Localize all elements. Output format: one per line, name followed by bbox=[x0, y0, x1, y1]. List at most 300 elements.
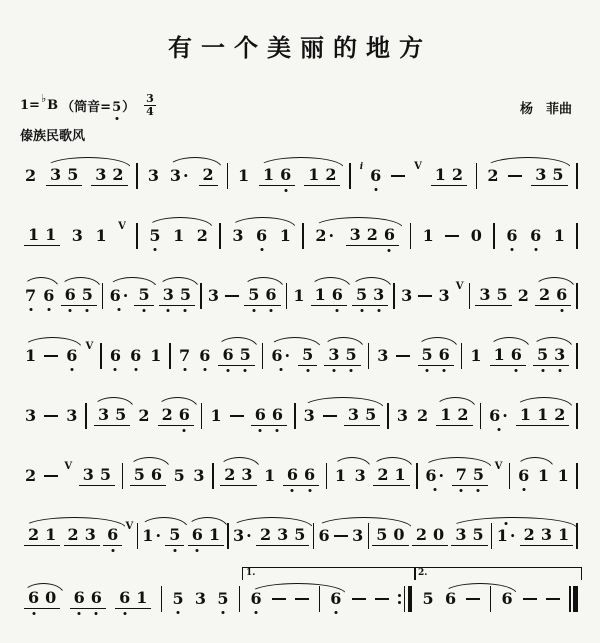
note bbox=[263, 468, 276, 484]
note-digit: 2 bbox=[523, 524, 535, 544]
note bbox=[347, 404, 360, 424]
note bbox=[538, 284, 551, 304]
note-digit: 1 bbox=[208, 524, 220, 544]
duration-dash bbox=[375, 598, 389, 601]
breath-mark-icon: V bbox=[494, 460, 503, 472]
note-digit: 3 bbox=[455, 524, 467, 544]
note-digit: 5 bbox=[294, 524, 306, 544]
octave-dot-below bbox=[388, 249, 391, 252]
note bbox=[194, 591, 207, 607]
barline bbox=[136, 223, 138, 249]
note-digit: 1 bbox=[45, 224, 57, 244]
note-digit: 5 bbox=[67, 164, 79, 184]
barline bbox=[576, 523, 578, 549]
octave-dot-below bbox=[284, 189, 287, 192]
note-digit: 2 bbox=[487, 166, 499, 186]
score-line bbox=[20, 266, 582, 326]
score bbox=[20, 146, 582, 632]
thick-barline bbox=[573, 586, 578, 612]
tube-note-label: （筒音=5 ） bbox=[61, 96, 135, 115]
barline bbox=[100, 343, 102, 369]
note bbox=[400, 288, 413, 304]
note-digit: 2 bbox=[202, 164, 214, 184]
octave-dot-below bbox=[255, 611, 258, 614]
barline bbox=[102, 283, 104, 309]
beam-group bbox=[220, 464, 256, 486]
note bbox=[161, 404, 174, 424]
note-digit: 1 bbox=[263, 164, 275, 184]
barline bbox=[219, 223, 221, 249]
note bbox=[114, 404, 127, 424]
note bbox=[109, 288, 130, 304]
octave-dot-below bbox=[29, 308, 32, 311]
octave-dot-below bbox=[334, 611, 337, 614]
beam-group bbox=[188, 524, 224, 546]
note-digit: 1 bbox=[25, 346, 37, 366]
note bbox=[111, 164, 124, 184]
barline bbox=[349, 163, 351, 189]
octave-dot-below bbox=[497, 428, 500, 431]
note bbox=[216, 591, 229, 607]
note bbox=[208, 524, 221, 544]
beam-group bbox=[436, 404, 472, 426]
beam-group bbox=[533, 344, 569, 366]
note bbox=[279, 164, 292, 184]
note-digit: 0 bbox=[470, 226, 482, 246]
note bbox=[354, 468, 367, 484]
note bbox=[349, 224, 362, 244]
beam-group bbox=[324, 344, 360, 366]
note bbox=[81, 284, 94, 304]
note-digit: 3 bbox=[207, 286, 219, 306]
note bbox=[147, 168, 160, 184]
note-digit: 2 bbox=[25, 466, 37, 486]
note-digit: 0 bbox=[432, 524, 445, 544]
score-line bbox=[20, 146, 582, 206]
beam-group bbox=[244, 284, 280, 306]
note-digit: 2 bbox=[457, 404, 469, 424]
note bbox=[44, 587, 57, 607]
octave-dot-below bbox=[443, 369, 446, 372]
breath-mark-icon: V bbox=[414, 160, 422, 172]
note-digit: 6 bbox=[271, 346, 283, 366]
note bbox=[90, 587, 103, 607]
note bbox=[392, 524, 405, 544]
note-digit: 5 bbox=[472, 464, 484, 484]
thick-barline bbox=[408, 586, 413, 612]
note bbox=[529, 228, 542, 244]
note bbox=[65, 348, 78, 364]
note bbox=[488, 408, 509, 424]
note-digit: 1 bbox=[45, 524, 57, 544]
octave-dot-below bbox=[167, 309, 170, 312]
barline bbox=[480, 403, 482, 429]
note-digit: 1 bbox=[537, 466, 549, 486]
note bbox=[148, 228, 161, 244]
note-digit: 6 bbox=[250, 589, 262, 609]
style-label: 傣族民歌风 bbox=[20, 129, 86, 145]
beam-group bbox=[91, 164, 127, 186]
note bbox=[329, 591, 342, 607]
note bbox=[317, 528, 330, 544]
duration-dash bbox=[225, 295, 239, 298]
note bbox=[424, 468, 445, 484]
barline bbox=[576, 163, 578, 189]
note bbox=[364, 404, 377, 424]
note-digit: 6 bbox=[109, 346, 121, 366]
note bbox=[207, 288, 220, 304]
note-digit: 3 bbox=[373, 284, 385, 304]
note-digit: 5 bbox=[421, 344, 433, 364]
note bbox=[303, 464, 316, 484]
note-digit: 3 bbox=[162, 284, 174, 304]
note bbox=[422, 228, 435, 244]
meter-numerator: 3 bbox=[146, 92, 154, 105]
note-digit: 2 bbox=[67, 524, 79, 544]
octave-dot-below bbox=[69, 309, 72, 312]
octave-dot-below bbox=[560, 309, 563, 312]
beam-group bbox=[134, 284, 153, 306]
beam-group bbox=[344, 404, 380, 426]
final-barline bbox=[569, 586, 578, 612]
augmentation-dot: · bbox=[438, 466, 445, 486]
note bbox=[118, 587, 131, 607]
note-digit: 6 bbox=[178, 404, 190, 424]
score-line bbox=[20, 446, 582, 506]
duration-dash bbox=[334, 535, 348, 538]
beam-group bbox=[516, 404, 569, 426]
note bbox=[415, 524, 428, 544]
note bbox=[540, 524, 553, 544]
key-prefix: 1= bbox=[20, 97, 40, 113]
note-digit: 3 bbox=[328, 344, 340, 364]
octave-dot-below bbox=[308, 489, 311, 492]
octave-dot-below bbox=[541, 369, 544, 372]
note-digit: 1 bbox=[519, 404, 532, 424]
note-digit: 3 bbox=[377, 346, 389, 366]
breath-mark-icon: V bbox=[118, 220, 126, 232]
duration-dash bbox=[295, 598, 309, 601]
note bbox=[27, 587, 40, 607]
note bbox=[237, 168, 250, 184]
note-digit: 7 bbox=[25, 286, 37, 306]
note bbox=[517, 288, 530, 304]
note bbox=[454, 524, 467, 544]
note bbox=[94, 228, 107, 244]
note bbox=[169, 168, 190, 184]
note-digit: 7 bbox=[179, 346, 191, 366]
note bbox=[141, 528, 162, 544]
note bbox=[178, 404, 191, 424]
octave-dot-below bbox=[433, 488, 436, 491]
note bbox=[351, 528, 364, 544]
octave-dot-below bbox=[134, 368, 137, 371]
note-digit: 3 bbox=[396, 406, 408, 426]
note bbox=[455, 464, 468, 484]
volta-bracket bbox=[242, 567, 416, 580]
header-row bbox=[20, 93, 572, 117]
note-digit: 3 bbox=[84, 524, 96, 544]
barline bbox=[169, 343, 171, 369]
note-digit: 1 bbox=[557, 466, 569, 486]
octave-dot-below bbox=[510, 248, 513, 251]
note-digit: 6 bbox=[530, 226, 542, 246]
note-digit: 1 bbox=[422, 226, 434, 246]
note bbox=[44, 224, 57, 244]
note-digit: 6 bbox=[383, 224, 396, 244]
note bbox=[209, 408, 222, 424]
beam-group bbox=[373, 464, 409, 486]
note-digit: 5 bbox=[173, 466, 185, 486]
note-digit: 6 bbox=[109, 286, 121, 306]
thin-barline bbox=[404, 586, 406, 612]
barline bbox=[416, 463, 418, 489]
note-digit: 1 bbox=[142, 526, 154, 546]
note-digit: 3 bbox=[50, 164, 62, 184]
augmentation-dot: · bbox=[155, 526, 162, 546]
note-digit: 2 bbox=[366, 224, 378, 244]
note bbox=[523, 524, 536, 544]
octave-dot-below bbox=[70, 368, 73, 371]
note-digit: 6 bbox=[330, 589, 342, 609]
octave-dot-below bbox=[143, 309, 146, 312]
note-digit: 6 bbox=[150, 464, 163, 484]
note bbox=[557, 524, 570, 544]
note bbox=[133, 464, 146, 484]
note-digit: 6 bbox=[191, 524, 203, 544]
note-digit: 6 bbox=[286, 464, 299, 484]
note bbox=[221, 344, 234, 364]
note-digit: 3 bbox=[169, 166, 182, 186]
note-digit: 1 bbox=[334, 466, 347, 486]
note bbox=[67, 524, 80, 544]
note-digit: 3 bbox=[347, 404, 360, 424]
octave-dot-below bbox=[515, 369, 518, 372]
note-digit: 1 bbox=[308, 164, 320, 184]
breath-mark-icon: V bbox=[85, 340, 94, 352]
barline bbox=[387, 403, 389, 429]
note-digit: 2 bbox=[25, 166, 37, 186]
note-digit: 3 bbox=[554, 344, 566, 364]
thin-barline bbox=[569, 586, 571, 612]
note bbox=[366, 224, 379, 244]
note bbox=[493, 344, 506, 364]
note bbox=[355, 284, 368, 304]
note-digit: 1 bbox=[557, 524, 570, 544]
duration-dash bbox=[352, 598, 366, 601]
note bbox=[173, 468, 186, 484]
barline bbox=[326, 463, 328, 489]
note bbox=[106, 524, 119, 544]
note-digit: 2 bbox=[112, 164, 124, 184]
octave-dot-below bbox=[153, 248, 156, 251]
duration-dash bbox=[508, 175, 522, 178]
note-digit: 6 bbox=[107, 524, 119, 544]
note bbox=[557, 468, 570, 484]
octave-dot-below bbox=[244, 369, 247, 372]
note bbox=[517, 468, 530, 484]
beam-group bbox=[64, 524, 100, 546]
note-digit: 1 bbox=[434, 164, 446, 184]
octave-dot-below bbox=[374, 188, 377, 191]
note bbox=[500, 591, 513, 607]
note-digit: 3 bbox=[277, 524, 289, 544]
note bbox=[149, 348, 162, 364]
note bbox=[553, 228, 566, 244]
octave-dot-below bbox=[522, 488, 525, 491]
augmentation-dot: · bbox=[246, 526, 252, 546]
note-digit: 3 bbox=[303, 406, 315, 426]
note bbox=[334, 468, 347, 484]
page-title: 有一个美丽的地方 bbox=[168, 33, 432, 62]
octave-dot-below bbox=[32, 612, 35, 615]
note bbox=[314, 284, 327, 304]
barline bbox=[239, 586, 241, 612]
octave-dot-below bbox=[534, 248, 537, 251]
score-line bbox=[20, 386, 582, 446]
barline bbox=[576, 463, 578, 489]
note bbox=[472, 524, 485, 544]
beam-group bbox=[218, 344, 254, 366]
note bbox=[129, 348, 142, 364]
note bbox=[97, 404, 110, 424]
beam-group bbox=[103, 524, 122, 546]
note-digit: 2 bbox=[224, 464, 236, 484]
note bbox=[279, 228, 292, 244]
note bbox=[307, 164, 320, 184]
note-digit: 3 bbox=[194, 589, 207, 609]
note bbox=[42, 288, 55, 304]
barline bbox=[469, 283, 471, 309]
octave-dot-below bbox=[203, 368, 206, 371]
note bbox=[240, 464, 253, 484]
note bbox=[73, 587, 86, 607]
note bbox=[135, 587, 148, 607]
note-digit: 2 bbox=[325, 164, 337, 184]
octave-dot-below bbox=[558, 369, 561, 372]
beam-group bbox=[256, 524, 309, 546]
note bbox=[551, 164, 564, 184]
octave-dot-below bbox=[117, 308, 120, 311]
octave-dot-below bbox=[291, 489, 294, 492]
note-digit: 2 bbox=[554, 404, 566, 424]
note bbox=[439, 404, 452, 424]
note bbox=[314, 228, 335, 244]
duration-dash bbox=[230, 415, 244, 418]
note bbox=[394, 464, 407, 484]
note-digit: 5 bbox=[422, 589, 434, 609]
note-digit: 5 bbox=[115, 404, 127, 424]
note-digit: 6 bbox=[510, 344, 522, 364]
barline bbox=[393, 283, 395, 309]
end-repeat-barline bbox=[398, 586, 412, 612]
note-digit: 6 bbox=[556, 284, 568, 304]
note-digit: 1 bbox=[537, 404, 549, 424]
note-digit: 3 bbox=[232, 226, 244, 246]
beam-group bbox=[199, 164, 218, 186]
note-digit: 2 bbox=[196, 226, 208, 246]
note bbox=[232, 528, 253, 544]
note bbox=[537, 468, 550, 484]
score-line bbox=[20, 206, 582, 266]
note-digit: 6 bbox=[43, 286, 55, 306]
breath-mark-icon: V bbox=[125, 520, 134, 532]
barline bbox=[201, 403, 203, 429]
note-digit: 6 bbox=[73, 587, 85, 607]
duration-dash bbox=[272, 598, 286, 601]
note-digit: 6 bbox=[425, 466, 437, 486]
octave-dot-below bbox=[184, 309, 187, 312]
note-digit: 1 bbox=[210, 406, 222, 426]
barline bbox=[576, 283, 578, 309]
note-digit: 6 bbox=[64, 284, 76, 304]
note-digit: 2 bbox=[28, 524, 40, 544]
note-digit: 5 bbox=[138, 284, 150, 304]
note bbox=[486, 168, 499, 184]
note bbox=[231, 228, 244, 244]
note-digit: 3 bbox=[354, 466, 366, 486]
barline bbox=[122, 463, 124, 489]
note-digit: 2 bbox=[161, 404, 173, 424]
octave-dot-below bbox=[336, 309, 339, 312]
note-digit: 6 bbox=[90, 587, 102, 607]
augmentation-dot: · bbox=[328, 226, 335, 246]
note-digit: 1 bbox=[314, 284, 326, 304]
beam-group bbox=[535, 284, 571, 306]
note bbox=[49, 164, 62, 184]
note bbox=[172, 228, 185, 244]
note bbox=[553, 344, 566, 364]
duration-dash bbox=[44, 475, 58, 478]
breath-mark-icon: V bbox=[455, 280, 464, 292]
augmentation-dot: · bbox=[284, 346, 291, 366]
note bbox=[434, 164, 447, 184]
note bbox=[24, 168, 37, 184]
note-digit: 6 bbox=[254, 404, 266, 424]
note-digit: 6 bbox=[518, 466, 530, 486]
note bbox=[432, 524, 445, 544]
beam-group bbox=[24, 224, 60, 246]
note bbox=[470, 228, 483, 244]
beam-group bbox=[46, 164, 82, 186]
note-digit: 5 bbox=[376, 524, 388, 544]
note bbox=[496, 528, 517, 544]
note-digit: 1 bbox=[28, 224, 40, 244]
note bbox=[271, 404, 284, 424]
note bbox=[451, 164, 464, 184]
composer-label: 杨 菲曲 bbox=[519, 102, 572, 118]
time-signature bbox=[144, 93, 156, 117]
barline bbox=[368, 343, 370, 369]
note bbox=[519, 404, 532, 424]
note-digit: 2 bbox=[415, 524, 427, 544]
note bbox=[421, 344, 434, 364]
note-digit: 5 bbox=[536, 344, 549, 364]
note bbox=[303, 408, 316, 424]
beam-group bbox=[283, 464, 319, 486]
note-digit: 6 bbox=[501, 589, 513, 609]
note bbox=[478, 284, 491, 304]
octave-dot-below bbox=[252, 309, 255, 312]
barline bbox=[493, 223, 495, 249]
beam-group bbox=[490, 344, 526, 366]
beam-group bbox=[251, 404, 287, 426]
note-digit: 1 bbox=[264, 466, 276, 486]
note bbox=[223, 464, 236, 484]
note bbox=[331, 284, 344, 304]
barline bbox=[294, 403, 296, 429]
octave-dot-below bbox=[227, 369, 230, 372]
